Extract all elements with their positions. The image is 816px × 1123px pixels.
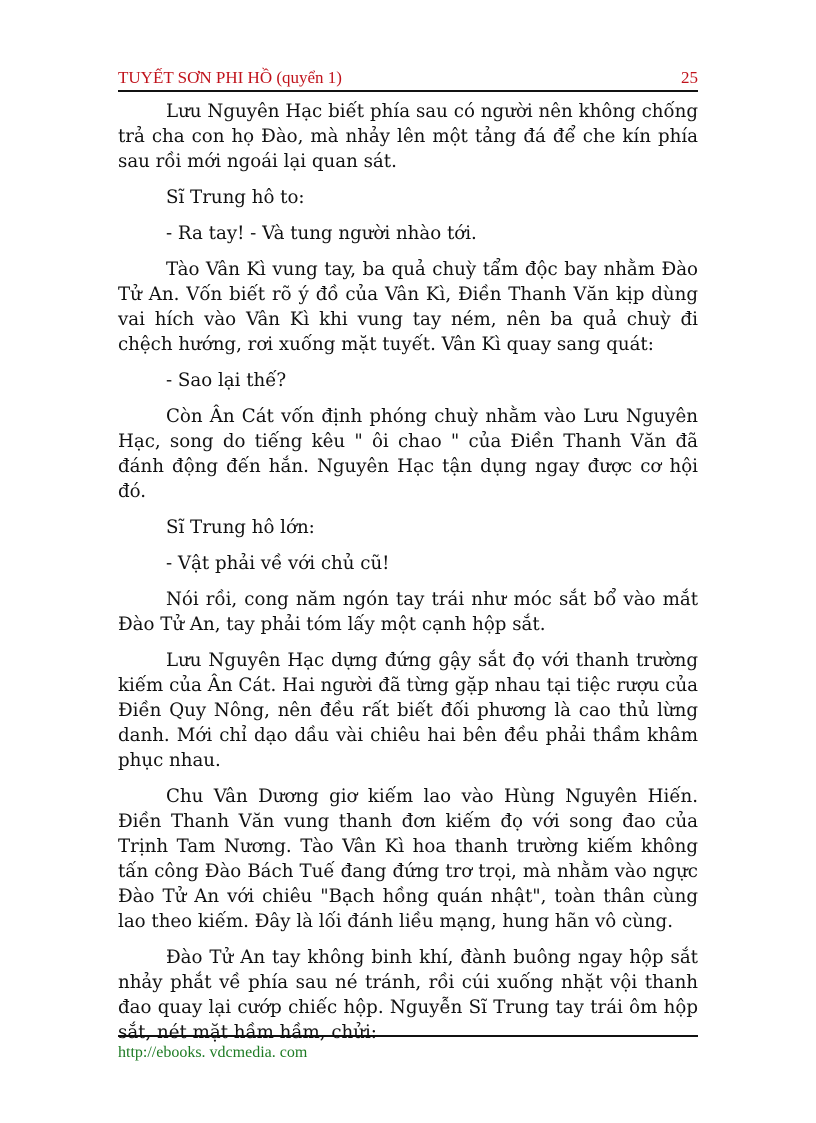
paragraph: Lưu Nguyên Hạc dựng đứng gậy sắt đọ với thanh trường kiếm của Ân Cát. Hai người đã từng gặp nhau tại tiệc rượu của Điền Quy Nông, nên đều rất biết đối phương là cao thủ lừng danh. Mới chỉ dạo dầu vài chiêu hai bên đều phải thầm khâm phục nhau. — [118, 650, 698, 771]
paragraph: - Sao lại thế? — [166, 370, 287, 391]
paragraph: Tào Vân Kì vung tay, ba quả chuỳ tẩm độc bay nhằm Đào Tử An. Vốn biết rõ ý đồ của Vân Kì, Điền Thanh Văn kịp dùng vai hích vào Vân Kì khi vung tay ném, nên ba quả chuỳ đi chệch hướng, rơi xuống mặt tuyết. Vân Kì quay sang quát: — [118, 259, 698, 355]
page-number: 25 — [681, 68, 698, 87]
paragraph: Chu Vân Dương giơ kiếm lao vào Hùng Nguyên Hiến. Điền Thanh Văn vung thanh đơn kiếm đọ với song đao của Trịnh Tam Nương. Tào Vân Kì hoa thanh trường kiếm không tấn công Đào Bách Tuế đang đứng trơ trọi, mà nhằm vào ngực Đào Tử An với chiêu "Bạch hồng quán nhật", toàn thân cùng lao theo kiếm. Đây là lối đánh liều mạng, hung hãn vô cùng. — [118, 786, 698, 932]
book-title: TUYẾT SƠN PHI HỒ (quyển 1) — [118, 68, 342, 87]
footer-divider — [118, 1035, 698, 1037]
paragraph: Nói rồi, cong năm ngón tay trái như móc sắt bổ vào mắt Đào Tử An, tay phải tóm lấy một cạnh hộp sắt. — [118, 589, 698, 635]
page-header — [118, 62, 698, 88]
paragraph: Đào Tử An tay không binh khí, đành buông ngay hộp sắt nhảy phắt về phía sau né tránh, rồi cúi xuống nhặt vội thanh đao quay lại cướp chiếc hộp. Nguyễn Sĩ Trung tay trái ôm hộp sắt, nét mặt hầm hầm, chửi: — [118, 947, 698, 1043]
paragraph: Sĩ Trung hô lớn: — [166, 517, 315, 538]
paragraph: Sĩ Trung hô to: — [166, 187, 305, 208]
paragraph: - Vật phải về với chủ cũ! — [166, 553, 390, 574]
paragraph: Còn Ân Cát vốn định phóng chuỳ nhằm vào Lưu Nguyên Hạc, song do tiếng kêu " ôi chao " của Điền Thanh Văn đã đánh động đến hắn. Nguyên Hạc tận dụng ngay được cơ hội đó. — [118, 406, 698, 502]
page-body — [118, 99, 698, 1056]
paragraph: Lưu Nguyên Hạc biết phía sau có người nên không chống trả cha con họ Đào, mà nhảy lên một tảng đá để che kín phía sau rồi mới ngoái lại quan sát. — [118, 101, 698, 172]
header-divider — [118, 90, 698, 92]
footer-link[interactable]: http://ebooks. vdcmedia. com — [118, 1044, 308, 1061]
paragraph: - Ra tay! - Và tung người nhào tới. — [166, 223, 477, 244]
